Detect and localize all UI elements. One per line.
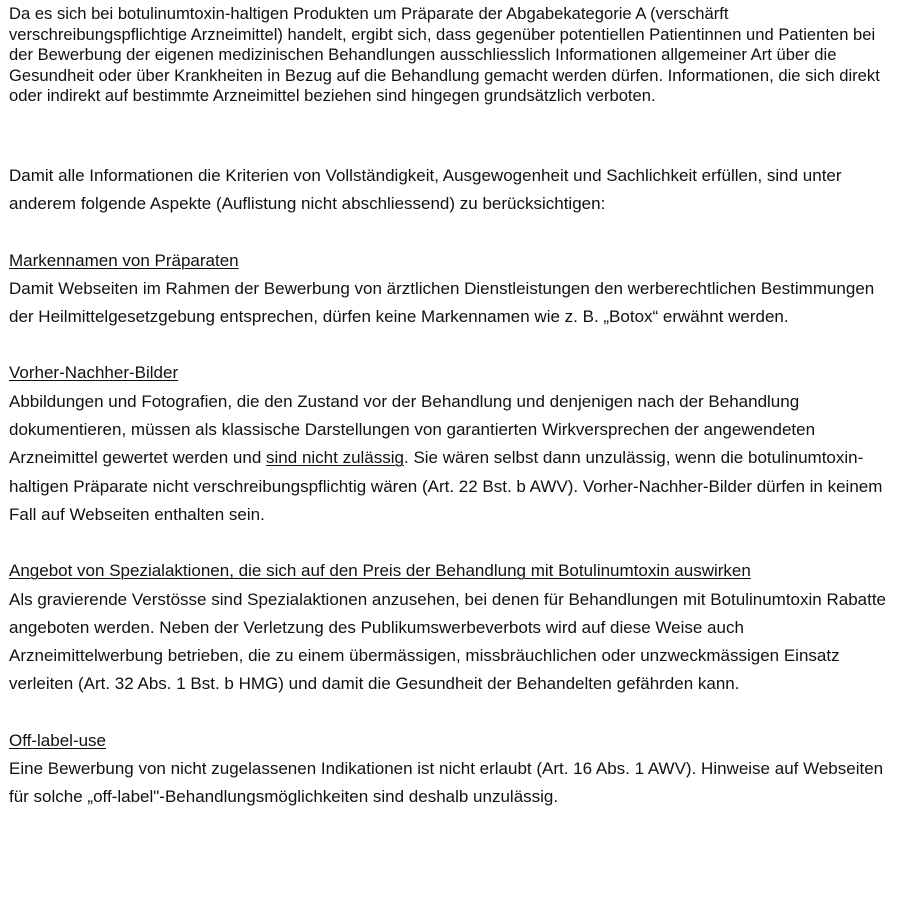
intro-paragraph: Da es sich bei botulinumtoxin-haltigen Produkten um Präparate der Abgabekategorie A (verschärft verschreibungspflichtige Arzneimittel) handelt, ergibt sich, dass gegenüber potentiellen Patientinnen und Patienten bei der Bewerbung der eigenen medizinischen Behandlungen ausschliesslich Informationen allgemeiner Art über die Gesundheit oder über Krankheiten in Bezug auf die Behandlung gemacht werden dürfen. Informationen, die sich direkt oder indirekt auf bestimmte Arzneimittel beziehen sind hingegen grundsätzlich verboten.	[9, 4, 880, 106]
criteria-paragraph: Damit alle Informationen die Kriterien von Vollständigkeit, Ausgewogenheit und Sachlichkeit erfüllen, sind unter anderem folgende Aspekte (Auflistung nicht abschliessend) zu berücksichtigen:	[9, 165, 842, 214]
section-special-offers	[9, 557, 894, 698]
section-text-part: Abbildungen und Fotografien, die den Zustand vor der Behandlung und denjenigen nach der Behandlung dokumentieren, müssen als klassische Darstellungen von garantierten Wirkversprechen der angewendeten Arzneimittel gewertet werden und	[9, 391, 816, 468]
section-text-part: . Sie wären selbst dann unzulässig, wenn die botulinumtoxin-haltigen Präparate nicht verschreibungspflichtig wären (Art. 22 Bst. b AWV). Vorher-Nachher-Bilder dürfen in keinem Fall auf Webseiten enthalten sein.	[9, 448, 883, 524]
section-off-label-use	[9, 727, 894, 812]
section-text: Damit Webseiten im Rahmen der Bewerbung von ärztlichen Dienstleistungen den werberechtlichen Bestimmungen der Heilmittelgesetzgebung entsprechen, dürfen keine Markennamen wie z. B. „Botox“ erwähnt werden.	[9, 278, 875, 327]
section-text	[9, 388, 894, 529]
emphasis-underlined: sind nicht zulässig	[266, 448, 404, 468]
section-heading: Markennamen von Präparaten	[9, 250, 239, 270]
document	[9, 0, 894, 812]
section-text: Als gravierende Verstösse sind Spezialaktionen anzusehen, bei denen für Behandlungen mit Botulinumtoxin Rabatte angeboten werden. Neben der Verletzung des Publikumswerbeverbots wird auf diese Weise auch Arzneimittelwerbung betrieben, die zu einem übermässigen, missbräuchlichen oder unzweckmässigen Einsatz verleiten (Art. 32 Abs. 1 Bst. b HMG) und damit die Gesundheit der Behandelten gefährden kann.	[9, 589, 887, 694]
section-heading: Vorher-Nachher-Bilder	[9, 363, 179, 383]
section-text: Eine Bewerbung von nicht zugelassenen Indikationen ist nicht erlaubt (Art. 16 Abs. 1 AWV). Hinweise auf Webseiten für solche „off-label"-Behandlungsmöglichkeiten sind deshalb unzulässig.	[9, 759, 884, 807]
section-heading: Off-label-use	[9, 730, 107, 750]
section-before-after-images	[9, 359, 894, 529]
section-brand-names	[9, 247, 894, 332]
section-heading: Angebot von Spezialaktionen, die sich auf den Preis der Behandlung mit Botulinumtoxin auswirken	[9, 561, 751, 581]
